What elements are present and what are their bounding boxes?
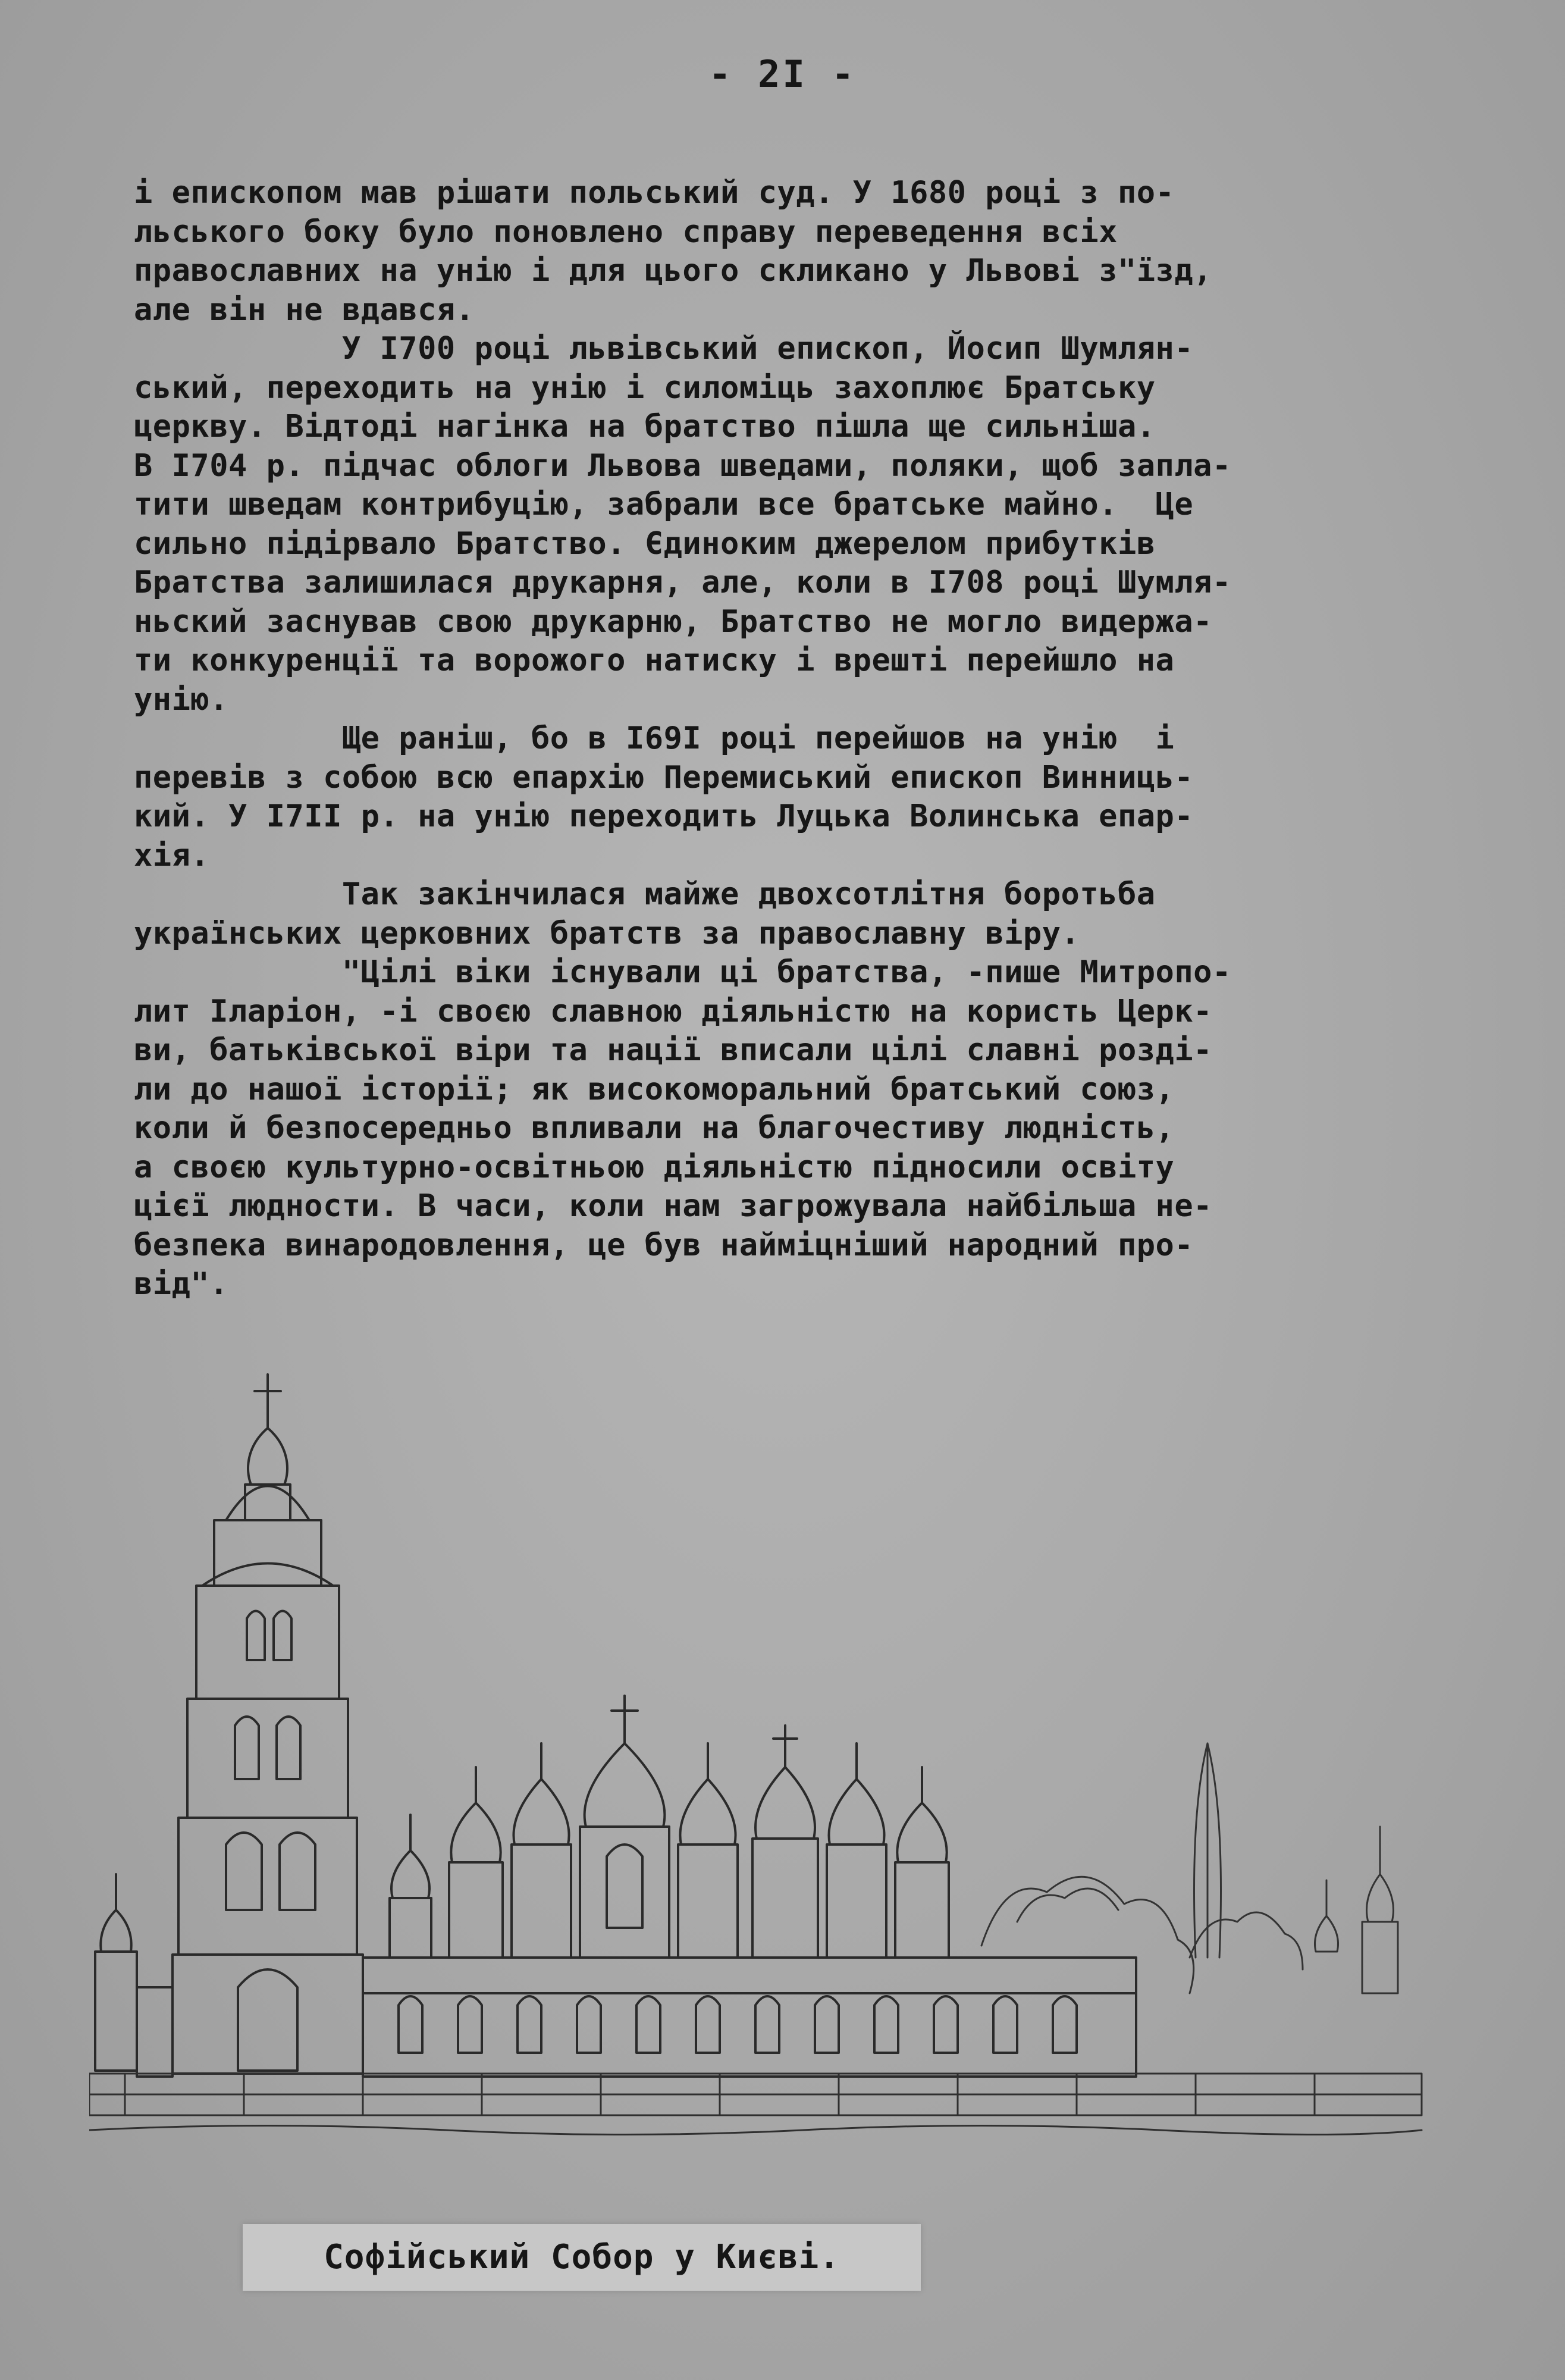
text-line: льського боку було поновлено справу переведення всіх: [134, 214, 1118, 250]
text-line: і епископом мав рішати польський суд. У 1680 році з по-: [134, 175, 1175, 211]
text-line: православних на унію і для цього скликано у Львові з"їзд,: [134, 253, 1212, 289]
page-number: - 2I -: [708, 52, 857, 96]
text-line: безпека винародовлення, це був найміцніший народний про-: [134, 1227, 1194, 1263]
text-line: лит Іларіон, -і своєю славною діяльністю на користь Церк-: [134, 993, 1212, 1029]
bell-tower: [173, 1374, 363, 2074]
text-line: від".: [134, 1266, 229, 1302]
text-line: "Цілі віки існували ці братства, -пише Митропо-: [134, 954, 1231, 990]
text-line: а своєю культурно-освітньою діяльністю підносили освіту: [134, 1149, 1175, 1185]
text-line: ньский заснував свою друкарню, Братство не могло видержа-: [134, 603, 1212, 640]
cathedral-body: [363, 1696, 1136, 2077]
cathedral-illustration: [89, 1363, 1469, 2148]
text-line: тити шведам контрибуцію, забрали все братське майно. Це: [134, 487, 1194, 522]
text-line: У I700 році львівський епископ, Йосип Шумлян-: [134, 331, 1194, 367]
text-line: сильно підірвало Братство. Єдиноким джерелом прибутків: [134, 525, 1156, 562]
body-text: [134, 174, 1490, 1304]
text-line: ти конкуренції та ворожого натиску і врешті перейшло на: [134, 643, 1175, 678]
text-line: Братства залишилася друкарня, але, коли в I708 році Шумля-: [134, 565, 1231, 600]
text-line: ви, батьківської віри та нації вписали цілі славні розді-: [134, 1032, 1212, 1068]
text-line: ли до нашої історії; як високоморальний братський союз,: [134, 1071, 1175, 1107]
text-line: ський, переходить на унію і силоміць захоплює Братську: [134, 369, 1156, 406]
text-line: В I704 р. підчас облоги Львова шведами, поляки, щоб запла-: [134, 447, 1231, 484]
text-line: коли й безпосередньо впливали на благочестиву людність,: [134, 1110, 1175, 1146]
illustration-caption: Софійський Собор у Києві.: [324, 2238, 840, 2276]
text-line: церкву. Відтоді нагінка на братство пішла ще сильніша.: [134, 409, 1156, 444]
text-line: кий. У I7II р. на унію переходить Луцька Волинська епар-: [134, 798, 1194, 834]
text-line: українських церковних братств за православну віру.: [134, 915, 1080, 951]
text-line: перевів з собою всю епархію Перемиський епископ Винниць-: [134, 759, 1194, 796]
text-line: але він не вдався.: [134, 292, 475, 328]
text-line: Ще раніш, бо в I69I році перейшов на унію і: [134, 721, 1175, 756]
text-line: унію.: [134, 681, 229, 718]
text-line: цієї людности. В часи, коли нам загрожувала найбільша не-: [134, 1188, 1212, 1224]
text-line: Так закінчилася майже двохсотлітня боротьба: [134, 876, 1156, 912]
caption-box: [243, 2224, 921, 2291]
text-line: хія.: [134, 837, 210, 873]
